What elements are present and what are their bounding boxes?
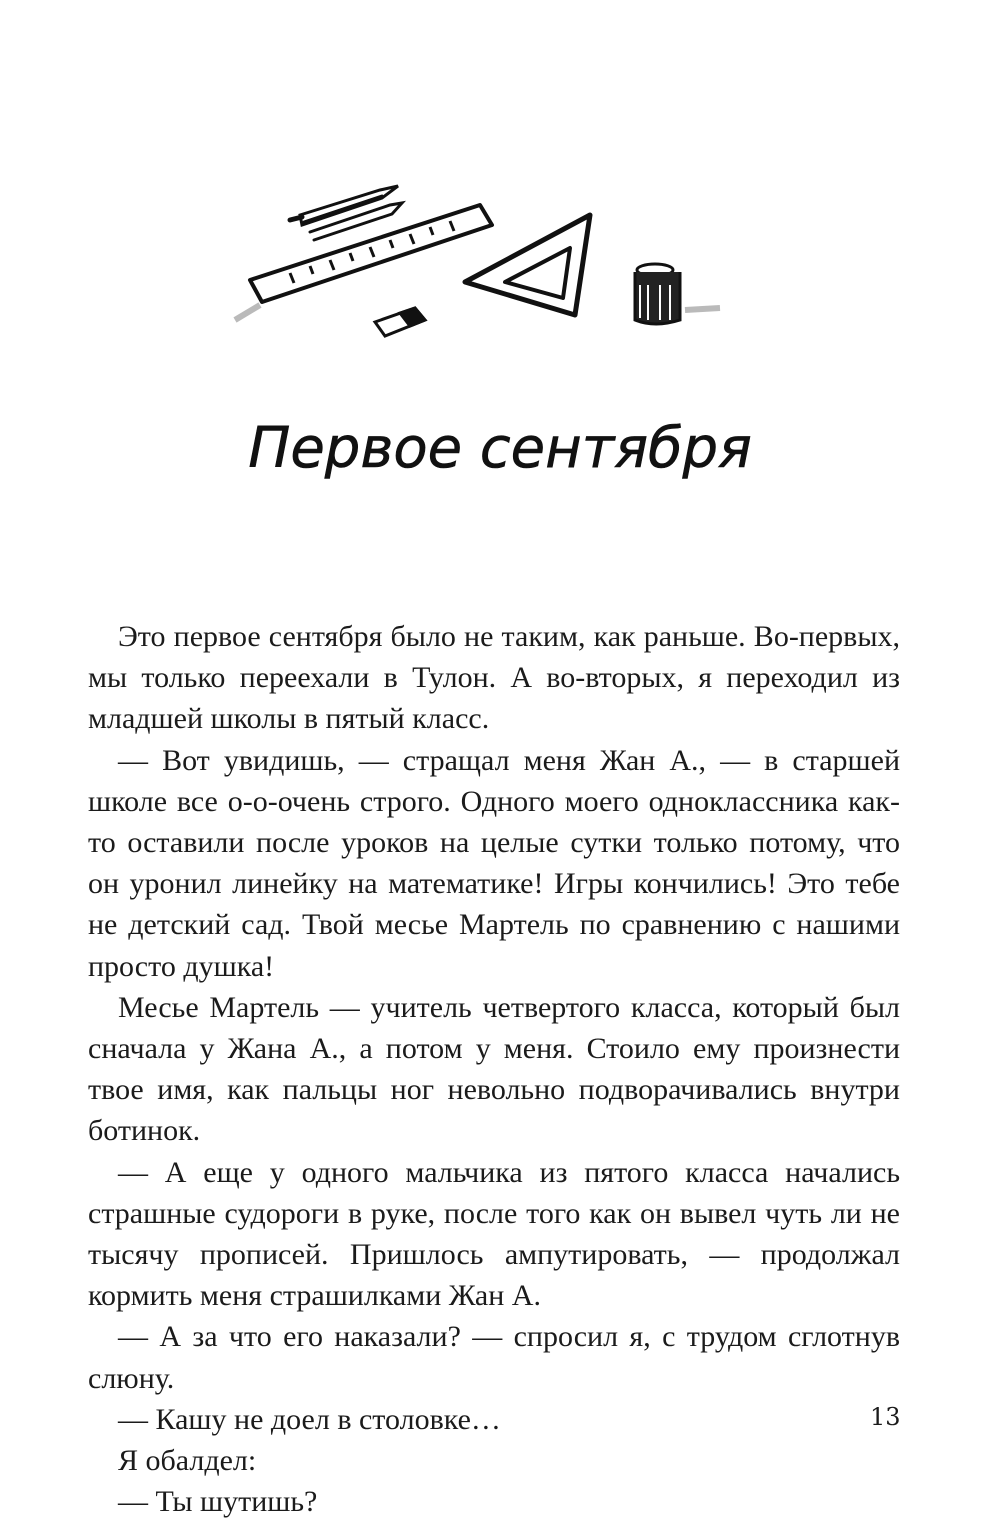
paragraph: — Вот увидишь, — стращал меня Жан А., — в старшей школе все о-о-очень строго. Одного моего одноклассника как-то оставили после уроков на целые сутки только потому, что он уронил линейку на математике! Игры кончились! Это тебе не детский сад. Твой месье Мартель по сравнению с нашими просто душка! bbox=[88, 743, 900, 983]
inkwell-icon bbox=[635, 264, 720, 324]
paragraph: — Кашу не доел в столовке… bbox=[118, 1402, 501, 1436]
paragraph: — А за что его наказали? — спросил я, с трудом сглотнув слюну. bbox=[88, 1320, 900, 1395]
body-text bbox=[88, 616, 900, 1522]
chapter-title bbox=[0, 395, 1000, 505]
paragraph: — Ты шутишь? bbox=[118, 1485, 318, 1519]
school-supplies-illustration bbox=[230, 170, 730, 370]
paragraph: Я обалдел: bbox=[118, 1444, 257, 1478]
eraser-icon bbox=[375, 308, 425, 336]
chapter-title-text: Первое сентября bbox=[248, 416, 752, 481]
paragraph: Месье Мартель — учитель четвертого класса, который был сначала у Жана А., а потом у меня. Стоило ему произнести твое имя, как пальцы ног невольно подворачивались внутри ботинок. bbox=[88, 990, 900, 1148]
pencils-icon bbox=[290, 186, 402, 240]
paragraph: Это первое сентября было не таким, как раньше. Во-первых, мы только переехали в Тулон. А во-вторых, я переходил из младшей школы в пятый класс. bbox=[88, 620, 900, 736]
set-square-icon bbox=[465, 215, 590, 315]
paragraph: — А еще у одного мальчика из пятого класса начались страшные судороги в руке, после того как он вывел чуть ли не тысячу прописей. Пришлось ампутировать, — продолжал кормить меня страшилками Жан А. bbox=[88, 1155, 900, 1313]
page-number: 13 bbox=[870, 1403, 901, 1431]
